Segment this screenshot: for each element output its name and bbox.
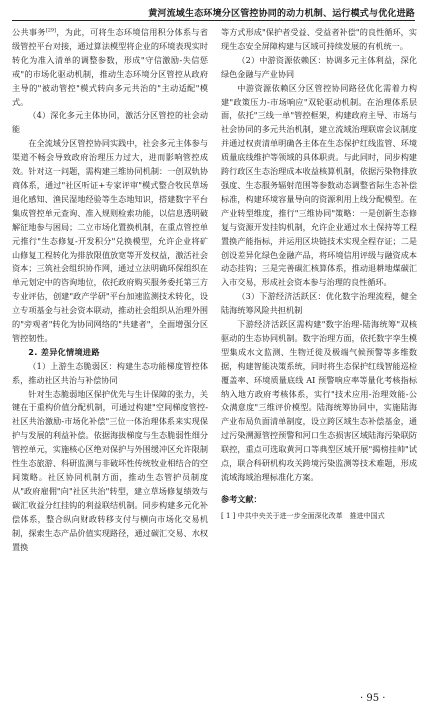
section-heading-upstream: （1）上游生态脆弱区：构建生态功能梯度管控体系，推动社区共治与补偿协同 <box>12 360 208 385</box>
text-span: ，为此，可将生态环境信用积分体系与省级管控平台对接，通过算法模型将企业的环境表现实时转化为准入清单的调整参数，形成"守信激励-失信惩戒"的市场化驱动机制，推动生态环境分区管控从政府主导的"被动管控"模式转向多元共治的"主动适配"模式。 <box>12 27 208 107</box>
section-heading-downstream: （3）下游经济活跃区：优化数字治理流程，健全陆海统筹风险共担机制 <box>221 291 417 316</box>
section-heading-4: （4）深化多元主体协同，激活分区管控的社会动能 <box>12 110 208 135</box>
left-column <box>12 26 208 554</box>
right-column <box>221 26 417 522</box>
paragraph: 等方式形成"保护者受益、受益者补偿"的良性循环，实现生态安全屏障构建与区域可持续发展的有机统一。 <box>221 27 417 51</box>
header-rule <box>12 20 415 21</box>
subsection-heading: 2. 差异化情境进路 <box>28 346 100 357</box>
running-header-title: 黄河流域生态环境分区管控协同的动力机制、运行模式与优化进路 <box>148 9 415 19</box>
references-title: 参考文献： <box>221 493 262 504</box>
paragraph <box>12 26 208 109</box>
paragraph: 中游资源依赖区分区管控协同路径优化需着力构建"政策压力-市场响应"双轮驱动机制。在治理体系层面，依托"三线一单"管控框架，构建政府主导、市场与社会协同的多元共治机制，建立流域治理联席会议制度并通过权责清单明确各主体在生态保护红线监管、环境质量底线维护等领域的具体职责。与此同时，同步构建跨行政区生态治理成本收益核算机制，依据污染物排放强度、生态服务辐射范围等参数动态调整省际生态补偿标准，构建环境容量导向的资源利用上线分配模型。在产业转型维度，推行"三维协同"策略：一是创新生态修复与资源开发挂钩机制，允许企业通过水土保持等工程置换产能指标，并运用区块链技术实现全程存证；二是创设差异化绿色金融产品，将环境信用评级与融资成本动态挂钩；三是完善碳汇核算体系，推动退耕地煤碳汇入市交易，形成社会资本参与治理的良性循环。 <box>221 82 417 288</box>
page-number: · 95 · <box>360 693 386 704</box>
text-span: 公共事务 <box>12 27 46 37</box>
paragraph: 针对生态脆弱地区保护优先与生计保障的张力，关键在于重构价值分配机制，可通过构建"空间梯度管控-社区共治激励-市场化补偿"三位一体治理体系来实现保护与发展的利益补偿。依据海拔梯度与生态脆弱性细分管控单元，实施核心区绝对保护与外围缓冲区允许限制性生态旅游、科研监测与非破坏性传统牧业相结合的空间策略。社区协同机制方面，推动生态管护员制度从"政府雇佣"向"社区共治"转型，建立草场修复绩效与碳汇收益分红挂钩的利益联结机制。同步构建多元化补偿体系，整合纵向财政转移支付与横向市场化交易机制，探索生态产品价值实现路径，通过碳汇交易、水权置换 <box>12 388 208 552</box>
paragraph: 下游经济活跃区需构建"数字治理-陆海统筹"双核驱动的生态协同机制。数字治理方面，依托数字孪生模型集成水文监测、生物迁徙及极端气候预警等多维数据，构建智能决策系统，同时将生态保护红线智能巡检覆盖率、环境质量底线 AI 预警响应率等量化考核指标纳入地方政府考核体系，实行"技术应用-治理效能-公众满意度"三维评价模型。陆海统筹协同中，实施陆海产业布局负面清单制度，设立跨区域生态补偿基金，通过污染溯源管控预警和河口生态损害区域陆海污染联防联控，重点可选取黄河口等典型区域开展"揭榜挂帅"试点，联合科研机构攻关跨境污染监测等技术难题，形成流域海域治理标准化方案。 <box>221 319 417 482</box>
paragraph: 在全流域分区管控协同实践中，社会多元主体参与渠道不畅会导致政府治理压力过大，进而影响管控成效。针对这一问题，需构建三维协同机制：一创双轨协商体系，通过"社区听证+专家评审"模式整合牧民草场退化感知、渔民湿地经验等生态地知识，搭建数字平台集成管控单元查询、准入规则检索功能，以信息透明破解征地参与困局；二立市场化置换机制，在重点管控单元推行"生态修复-开发积分"兑换模型，允许企业将矿山修复工程转化为排放限值放宽等开发权益，激活社会资本；三筑社会组织协作网，通过立法明确环保组织在单元划定中的咨询地位，依托政府购买服务委托第三方专业评估，创建"政产学研"平台加速监测技术转化，设立专项基金与社会资本联动，推动社会组织从治理外围的"旁观者"转化为协同网络的"共建者"，全面增强分区管控韧性。 <box>12 138 208 343</box>
reference-item: [ 1 ] 中共中央关于进一步全面深化改革 推进中国式 <box>221 511 385 520</box>
section-heading-midstream: （2）中游资源依赖区：协调多元主体利益，深化绿色金融与产业协同 <box>221 54 417 79</box>
running-header <box>0 0 427 22</box>
citation-superscript: [29] <box>45 27 57 34</box>
